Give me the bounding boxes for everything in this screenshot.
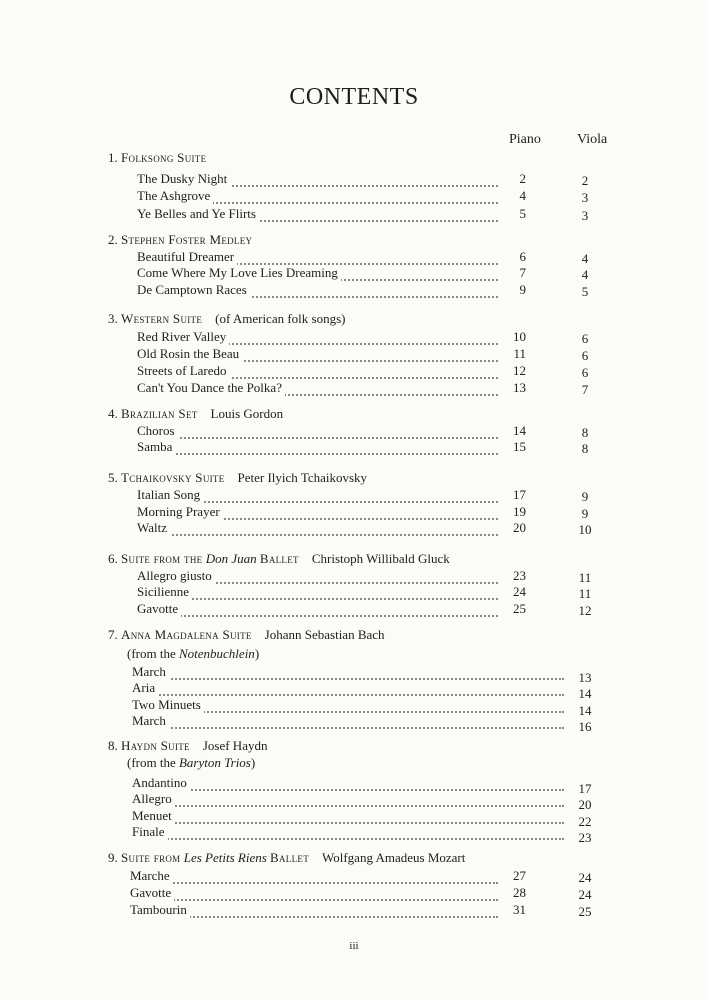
suite-name-italic: Les Petits Riens	[183, 850, 267, 865]
toc-entry	[108, 363, 608, 380]
dot-leader	[132, 717, 564, 729]
suite-source-note	[127, 755, 255, 771]
toc-entry	[108, 568, 608, 585]
suite-name-prefix: Suite from	[121, 850, 181, 865]
piano-page: 9	[519, 282, 526, 297]
suite-heading	[108, 150, 206, 166]
piano-page: 5	[519, 206, 526, 221]
entry-title: Samba	[137, 439, 175, 455]
entry-title: The Dusky Night	[137, 171, 230, 187]
entry-title: Finale	[132, 824, 168, 840]
toc-entry	[108, 868, 608, 885]
suite-composer: Josef Haydn	[202, 738, 268, 753]
piano-page: 10	[513, 329, 526, 344]
toc-entry	[108, 504, 608, 521]
entry-title: Waltz	[137, 520, 170, 536]
viola-page: 23	[578, 830, 592, 845]
entry-title: March	[132, 664, 169, 680]
dot-leader	[137, 605, 498, 617]
viola-page: 3	[581, 208, 589, 223]
page-title: CONTENTS	[289, 84, 419, 110]
entry-title: Gavotte	[130, 885, 174, 901]
dot-leader	[132, 795, 564, 807]
suite-composer: Louis Gordon	[210, 406, 284, 421]
suite-name: Anna Magdalena Suite	[121, 627, 252, 642]
toc-entry	[108, 439, 608, 456]
entry-title: Italian Song	[137, 487, 203, 503]
toc-entry	[108, 188, 608, 205]
suite-number: 7.	[108, 627, 118, 642]
entry-title: De Camptown Races	[137, 282, 250, 298]
entry-title: Morning Prayer	[137, 504, 223, 520]
suite-source-note	[127, 646, 259, 662]
dot-leader	[132, 779, 564, 791]
suite-name: Haydn Suite	[121, 738, 190, 753]
suite-number: 4.	[108, 406, 118, 421]
dot-leader	[130, 889, 498, 901]
entry-title: Can't You Dance the Polka?	[137, 380, 285, 396]
viola-page: 4	[581, 251, 589, 266]
suite-heading	[108, 738, 267, 754]
viola-page: 2	[581, 173, 589, 188]
source-note-prefix: (from the	[127, 646, 176, 661]
entry-title: Menuet	[132, 808, 175, 824]
piano-page: 12	[513, 363, 526, 378]
suite-heading	[108, 850, 465, 866]
suite-name-suffix: Ballet	[270, 850, 309, 865]
piano-page: 4	[519, 188, 526, 203]
viola-page: 22	[578, 814, 592, 829]
piano-page: 27	[513, 868, 526, 883]
viola-page: 11	[578, 586, 592, 601]
entry-title: March	[132, 713, 169, 729]
viola-page: 9	[581, 489, 589, 504]
toc-entry	[108, 329, 608, 346]
viola-page: 7	[581, 382, 589, 397]
toc-entry	[108, 584, 608, 601]
suite-name: Folksong Suite	[121, 150, 207, 165]
suite-name-prefix: Suite from the	[121, 551, 203, 566]
toc-entry	[108, 775, 608, 796]
piano-page: 20	[513, 520, 526, 535]
piano-page: 15	[513, 439, 526, 454]
toc-entry	[108, 601, 608, 618]
viola-column-header: Viola	[577, 132, 608, 147]
toc-entry	[108, 824, 608, 845]
source-note-suffix: )	[250, 755, 256, 770]
viola-page: 6	[581, 365, 589, 380]
source-note-prefix: (from the	[127, 755, 176, 770]
piano-page: 7	[519, 265, 526, 280]
viola-page: 6	[581, 331, 589, 346]
viola-page: 16	[578, 719, 592, 734]
toc-entry	[108, 808, 608, 829]
toc-entry	[108, 423, 608, 440]
viola-page: 14	[578, 686, 592, 701]
dot-leader	[132, 812, 564, 824]
entry-title: Allegro giusto	[137, 568, 215, 584]
viola-page: 4	[581, 267, 589, 282]
toc-entry	[108, 680, 608, 701]
suite-number: 2.	[108, 232, 118, 247]
suite-heading	[108, 406, 283, 422]
entry-title: Gavotte	[137, 601, 181, 617]
toc-entry	[108, 713, 608, 734]
toc-entry	[108, 206, 608, 223]
dot-leader	[132, 668, 564, 680]
viola-page: 13	[578, 670, 592, 685]
piano-page: 28	[513, 885, 526, 900]
toc-entry	[108, 380, 608, 397]
entry-title: Aria	[132, 680, 158, 696]
toc-entry	[108, 282, 608, 299]
toc-entry	[108, 697, 608, 718]
suite-heading	[108, 311, 346, 327]
source-note-suffix: )	[254, 646, 260, 661]
suite-name-italic: Don Juan	[205, 551, 257, 566]
suite-name: Brazilian Set	[121, 406, 198, 421]
piano-column-header: Piano	[509, 132, 541, 147]
viola-page: 24	[578, 870, 592, 885]
entry-title: Ye Belles and Ye Flirts	[137, 206, 259, 222]
suite-composer: Wolfgang Amadeus Mozart	[322, 850, 466, 865]
viola-page: 25	[578, 904, 592, 919]
entry-title: Choros	[137, 423, 178, 439]
entry-title: Tambourin	[130, 902, 190, 918]
toc-entry	[108, 249, 608, 266]
suite-composer: Christoph Willibald Gluck	[311, 551, 450, 566]
piano-page: 19	[513, 504, 526, 519]
toc-entry	[108, 487, 608, 504]
viola-page: 24	[578, 887, 592, 902]
piano-page: 25	[513, 601, 526, 616]
viola-page: 10	[578, 522, 592, 537]
entry-title: Two Minuets	[132, 697, 204, 713]
piano-page: 13	[513, 380, 526, 395]
suite-number: 6.	[108, 551, 118, 566]
toc-entry	[108, 346, 608, 363]
viola-page: 20	[578, 797, 592, 812]
piano-page: 6	[519, 249, 526, 264]
entry-title: Streets of Laredo	[137, 363, 230, 379]
entry-title: Come Where My Love Lies Dreaming	[137, 265, 341, 281]
viola-page: 8	[581, 441, 589, 456]
suite-number: 3.	[108, 311, 118, 326]
viola-page: 9	[581, 506, 589, 521]
entry-title: The Ashgrove	[137, 188, 213, 204]
piano-page: 14	[513, 423, 526, 438]
viola-page: 12	[578, 603, 592, 618]
viola-page: 6	[581, 348, 589, 363]
toc-entry	[108, 885, 608, 902]
entry-title: Red River Valley	[137, 329, 229, 345]
toc-entry	[108, 520, 608, 537]
dot-leader	[137, 524, 498, 536]
viola-page: 11	[578, 570, 592, 585]
viola-page: 8	[581, 425, 589, 440]
suite-composer: Peter Ilyich Tchaikovsky	[237, 470, 368, 485]
toc-entry	[108, 664, 608, 685]
toc-entry	[108, 265, 608, 282]
suite-name: Tchaikovsky Suite	[121, 470, 225, 485]
piano-page: 24	[513, 584, 526, 599]
toc-entry	[108, 902, 608, 919]
suite-name: Stephen Foster Medley	[121, 232, 253, 247]
entry-title: Andantino	[132, 775, 190, 791]
suite-heading	[108, 627, 385, 643]
page-number: iii	[349, 940, 359, 952]
entry-title: Sicilienne	[137, 584, 192, 600]
piano-page: 23	[513, 568, 526, 583]
toc-entry	[108, 171, 608, 188]
entry-title: Marche	[130, 868, 173, 884]
entry-title: Old Rosin the Beau	[137, 346, 242, 362]
suite-composer: (of American folk songs)	[215, 311, 346, 326]
suite-heading	[108, 470, 367, 486]
piano-page: 17	[513, 487, 526, 502]
viola-page: 14	[578, 703, 592, 718]
entry-title: Beautiful Dreamer	[137, 249, 237, 265]
suite-name: Western Suite	[121, 311, 203, 326]
piano-page: 31	[513, 902, 526, 917]
toc-entry	[108, 791, 608, 812]
entry-title: Allegro	[132, 791, 175, 807]
suite-number: 5.	[108, 470, 118, 485]
suite-heading	[108, 232, 252, 248]
suite-number: 8.	[108, 738, 118, 753]
dot-leader	[130, 872, 498, 884]
dot-leader	[137, 427, 498, 439]
piano-page: 2	[519, 171, 526, 186]
dot-leader	[132, 684, 564, 696]
suite-heading	[108, 551, 450, 567]
dot-leader	[137, 443, 498, 455]
suite-number: 9.	[108, 850, 118, 865]
piano-page: 11	[513, 346, 526, 361]
viola-page: 17	[578, 781, 592, 796]
viola-page: 5	[581, 284, 589, 299]
source-note-italic: Baryton Trios	[178, 755, 251, 770]
source-note-italic: Notenbuchlein	[178, 646, 255, 661]
viola-page: 3	[581, 190, 589, 205]
suite-number: 1.	[108, 150, 118, 165]
dot-leader	[132, 828, 564, 840]
suite-name-suffix: Ballet	[259, 551, 299, 566]
suite-composer: Johann Sebastian Bach	[264, 627, 385, 642]
